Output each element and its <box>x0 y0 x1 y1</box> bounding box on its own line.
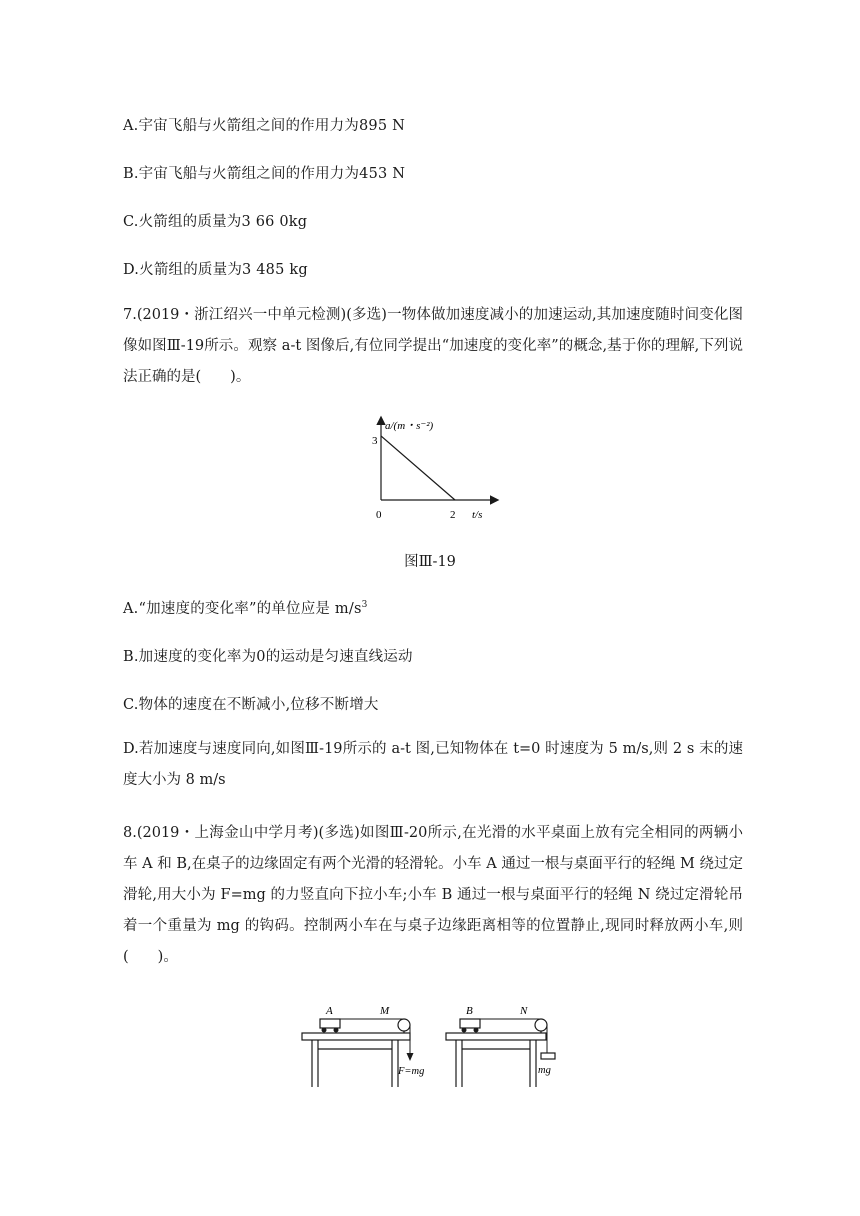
rope-m-label: M <box>380 1005 390 1017</box>
q6-option-b: B.宇宙飞船与火箭组之间的作用力为453 N <box>123 166 406 182</box>
pulley-left <box>398 1019 410 1031</box>
q6-option-a: A.宇宙飞船与火箭组之间的作用力为895 N <box>123 118 405 134</box>
cart-b <box>460 1019 480 1028</box>
q6-option-d: D.火箭组的质量为3 485 kg <box>123 262 308 278</box>
origin-label: 0 <box>376 509 382 521</box>
force-label: F=mg <box>398 1066 425 1077</box>
q8-stem: 8.(2019・上海金山中学月考)(多选)如图Ⅲ-20所示,在光滑的水平桌面上放有完全相同的两辆小车 A 和 B,在桌子的边缘固定有两个光滑的轻滑轮。小车 A 通过一根与桌面平行的轻绳 M 绕过定滑轮,用大小为 F=mg 的力竖直向下拉小车;小车 B 通过一根与桌面平行的轻绳 N 绕过定滑轮吊着一个重量为 mg 的钩码。控制两小车在与桌子边缘距离相等的位置静止,现同时释放两小车,则( )。 <box>123 825 743 965</box>
q7-option-b: B.加速度的变化率为0的运动是匀速直线运动 <box>123 649 413 665</box>
cart-b-label: B <box>466 1005 473 1017</box>
right-table <box>446 1005 555 1087</box>
q7-stem: 7.(2019・浙江绍兴一中单元检测)(多选)一物体做加速度减小的加速运动,其加速度随时间变化图像如图Ⅲ-19所示。观察 a-t 图像后,有位同学提出“加速度的变化率”的概念,基于你的理解,下列说法正确的是( )。 <box>123 307 743 385</box>
q6-option-c: C.火箭组的质量为3 66 0kg <box>123 214 308 230</box>
q7-option-c: C.物体的速度在不断减小,位移不断增大 <box>123 697 379 713</box>
q7-option-a: A.“加速度的变化率”的单位应是 $m/s^3$ <box>123 600 368 617</box>
q8-cart-pulley-figure <box>298 995 568 1090</box>
x-tick-label: 2 <box>450 509 456 521</box>
y-tick-label: 3 <box>372 435 378 447</box>
q7-option-d: D.若加速度与速度同向,如图Ⅲ-19所示的 a-t 图,已知物体在 t=0 时速度为 5 m/s,则 2 s 末的速度大小为 8 m/s <box>123 741 743 788</box>
hanging-weight <box>541 1053 555 1059</box>
cart-a-label: A <box>326 1005 333 1017</box>
q7-figure-caption: 图Ⅲ-19 <box>404 554 456 570</box>
y-axis-label: a/(m・s⁻²) <box>385 420 434 432</box>
q7-at-graph <box>360 412 510 530</box>
weight-label: mg <box>538 1065 551 1076</box>
rope-n-label: N <box>520 1005 528 1017</box>
x-axis-label: t/s <box>472 509 483 521</box>
cart-a <box>320 1019 340 1028</box>
acceleration-line <box>381 436 455 500</box>
left-table <box>302 1005 424 1087</box>
pulley-right <box>535 1019 547 1031</box>
